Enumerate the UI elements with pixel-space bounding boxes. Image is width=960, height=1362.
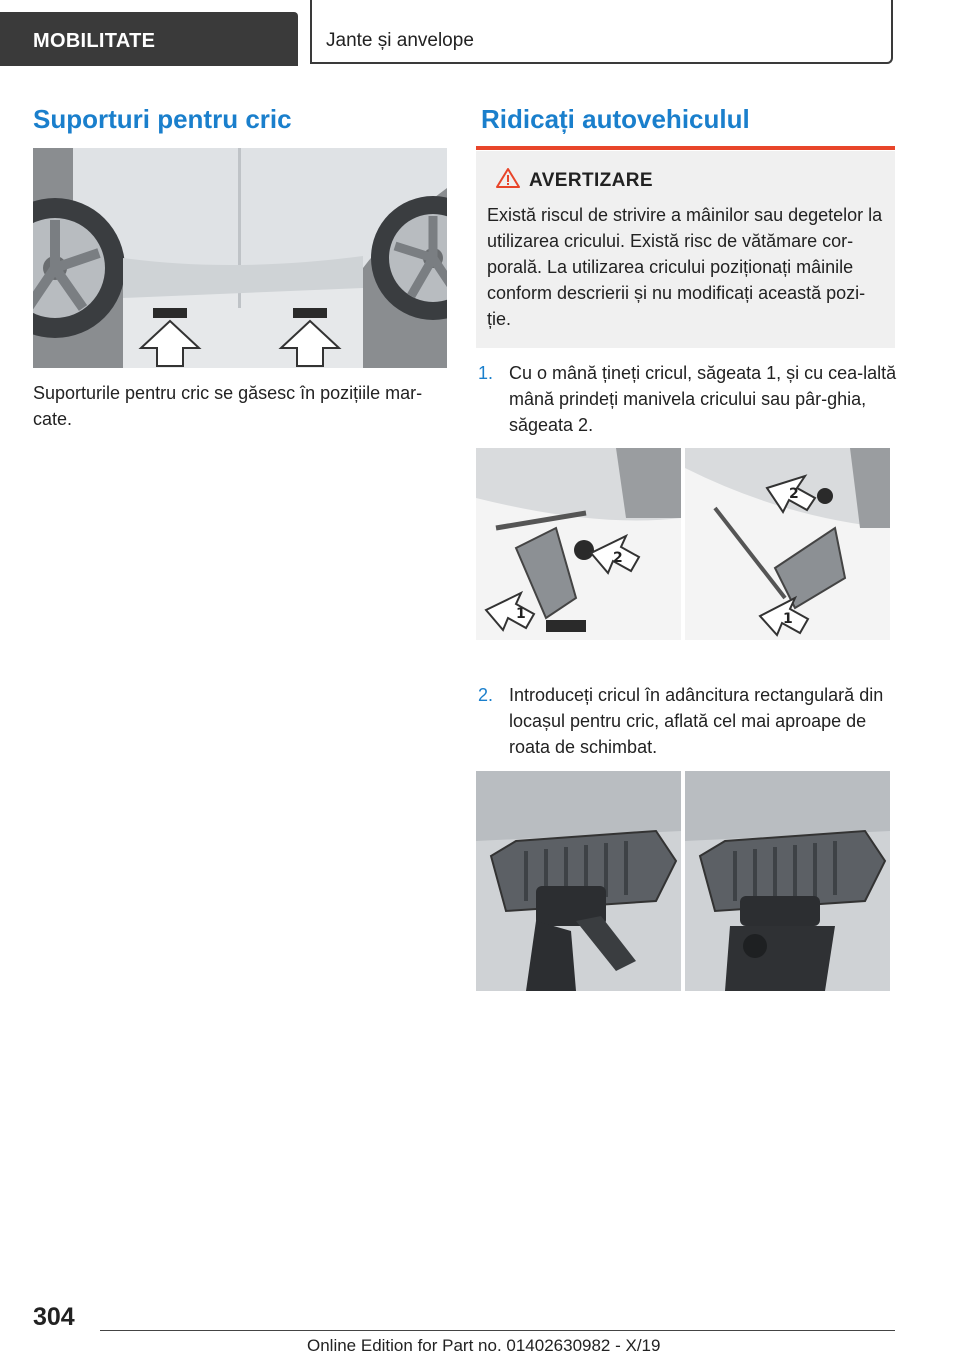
step-text: Cu o mână țineți cricul, săgeata 1, și cu cea-laltă mână prindeți manivela cricului sau pâr-ghia, săgeata 2. [509, 363, 897, 435]
arrow-label: 2 [613, 550, 623, 566]
left-caption: Suporturile pentru cric se găsesc în pozițiile mar-cate. [33, 383, 423, 429]
step-number: 1. [478, 363, 494, 383]
jack-points-photo [33, 148, 447, 368]
warning-triangle-icon [495, 167, 521, 194]
arrow-label: 1 [783, 611, 793, 627]
page-number: 304 [33, 1303, 75, 1331]
chapter-tab [310, 0, 893, 64]
arrow-label: 2 [789, 486, 799, 502]
heading-rule [476, 146, 895, 150]
warning-box [476, 151, 895, 348]
left-heading: Suporturi pentru cric [33, 104, 292, 134]
warning-text: Există riscul de strivire a mâinilor sau degetelor la utilizarea cricului. Există risc de vătămare cor-porală. La utilizarea cricului poziționați mâinile conform descrierii și nu modificați această pozi-ție. [487, 205, 883, 329]
chapter-title: Jante și anvelope [326, 30, 474, 51]
step-item [478, 360, 898, 438]
jack-pad-photo-left [476, 771, 681, 991]
warning-header [495, 167, 885, 194]
section-tab [0, 12, 298, 66]
warning-label: AVERTIZARE [529, 169, 653, 191]
step-text: Introduceți cricul în adâncitura rectangulară din locașul pentru cric, aflată cel mai aproape de roata de schimbat. [509, 685, 884, 757]
step-number: 2. [478, 685, 494, 705]
jack-hold-photo-right [685, 448, 890, 640]
step-item [478, 682, 898, 760]
arrow-label: 1 [516, 606, 526, 622]
edition-note: Online Edition for Part no. 01402630982 - X/19 [307, 1336, 661, 1355]
jack-pad-photo-right [685, 771, 890, 991]
section-title: MOBILITATE [33, 30, 156, 52]
jack-hold-photo-left [476, 448, 681, 640]
right-heading: Ridicați autovehiculul [481, 104, 750, 134]
footer-divider [100, 1330, 895, 1331]
